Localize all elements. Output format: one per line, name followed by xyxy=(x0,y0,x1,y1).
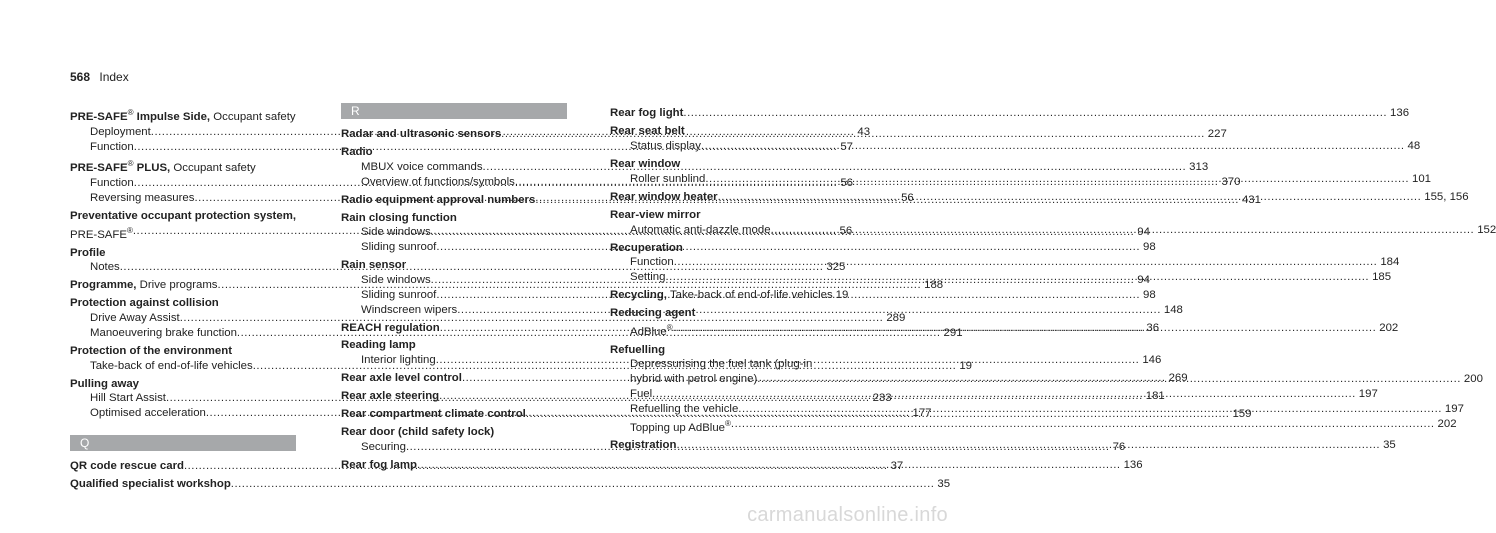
index-entry xyxy=(341,338,567,353)
index-text: Reversing measures xyxy=(90,191,195,204)
index-heading: Programme, xyxy=(70,279,137,292)
index-term xyxy=(70,247,105,259)
page-ref: 56 xyxy=(901,191,914,204)
index-term xyxy=(630,223,771,238)
page-ref: 313 xyxy=(1189,160,1209,173)
index-text: Function xyxy=(90,177,134,190)
index-text: Take-back of end-of-life vehicles xyxy=(90,359,253,372)
index-text: Interior lighting xyxy=(361,354,436,367)
index-entry xyxy=(70,344,296,359)
index-term xyxy=(70,159,256,175)
index-term xyxy=(361,175,515,190)
dot-leader xyxy=(705,172,1409,187)
index-entry xyxy=(70,209,296,224)
dot-leader xyxy=(738,402,1442,417)
page-ref: 36 xyxy=(1146,321,1160,334)
index-text: Automatic anti-dazzle mode xyxy=(630,223,771,236)
index-heading-cont: PLUS, xyxy=(133,162,171,175)
index-text: Side windows xyxy=(361,273,431,286)
index-term xyxy=(610,209,701,221)
page-ref: 56 xyxy=(840,177,853,190)
page-ref: 185 xyxy=(1372,271,1392,284)
page-ref: 370 xyxy=(1221,175,1241,188)
section-letter-bar: Q xyxy=(70,435,296,451)
index-heading: Recycling, xyxy=(610,289,667,302)
index-term xyxy=(630,139,701,154)
page-ref: 291 xyxy=(943,326,963,339)
index-text: Side windows xyxy=(361,226,431,239)
page-ref: 35 xyxy=(937,478,951,491)
index-term xyxy=(610,438,676,453)
page-number: 568 xyxy=(70,70,91,84)
index-term xyxy=(610,307,695,319)
index-term xyxy=(90,391,166,406)
index-qualifier: Occupant safety xyxy=(210,110,296,123)
index-heading: QR code rescue card xyxy=(70,460,184,473)
index-entry xyxy=(610,343,836,358)
index-term xyxy=(90,311,180,326)
index-entry xyxy=(610,106,1410,121)
index-text: Securing xyxy=(361,441,406,454)
dot-leader xyxy=(718,190,1422,205)
index-term xyxy=(70,108,296,123)
index-heading: Rear axle steering xyxy=(341,390,440,403)
page-ref: 177 xyxy=(912,407,932,420)
page-ref: 325 xyxy=(826,261,846,274)
index-term xyxy=(90,260,120,275)
page-ref: 35 xyxy=(1383,439,1396,452)
registered-mark: ® xyxy=(127,159,134,169)
page-ref: 57 xyxy=(840,140,853,153)
index-term xyxy=(630,270,665,285)
page-ref: 155, 156 xyxy=(1424,190,1469,203)
index-text: Topping up AdBlue xyxy=(630,421,726,434)
index-heading: REACH regulation xyxy=(341,321,440,334)
index-heading: Rain sensor xyxy=(341,259,407,272)
page-ref: 136 xyxy=(1123,459,1143,471)
index-heading: Protection against collision xyxy=(70,297,219,310)
index-qualifier: Drive programs xyxy=(136,279,218,292)
page-ref: 188 xyxy=(924,279,944,292)
index-term xyxy=(630,387,652,402)
page-ref: 227 xyxy=(1207,128,1227,140)
index-term xyxy=(610,344,665,356)
dot-leader xyxy=(674,255,1378,270)
index-qualifier: Take-back of end-of-life vehicles xyxy=(666,289,833,302)
page-section-title: Index xyxy=(99,70,129,84)
index-term xyxy=(610,125,685,137)
page-ref: 37 xyxy=(890,460,904,473)
index-term xyxy=(341,458,417,473)
index-term xyxy=(361,160,483,175)
index-text: Function xyxy=(630,256,674,269)
page-ref: 197 xyxy=(1358,388,1378,401)
index-term xyxy=(361,288,436,303)
page-ref: 197 xyxy=(1444,402,1464,415)
index-entry xyxy=(70,106,296,125)
index-entry xyxy=(70,377,296,392)
page-ref: 43 xyxy=(857,125,871,138)
index-term xyxy=(70,477,231,492)
dot-leader xyxy=(652,387,1356,402)
index-term xyxy=(630,172,705,187)
index-text: Windscreen wipers xyxy=(361,303,458,316)
page-ref: 56 xyxy=(839,224,853,237)
index-term xyxy=(70,459,184,474)
index-term xyxy=(630,255,674,270)
index-term xyxy=(341,426,494,438)
index-entry xyxy=(70,158,296,177)
index-heading: Rear fog lamp xyxy=(341,459,417,471)
index-text: Function xyxy=(90,140,134,153)
dot-leader xyxy=(731,417,1435,436)
index-entry xyxy=(341,211,567,226)
index-text: Sliding sunroof xyxy=(361,288,437,301)
page-ref: 184 xyxy=(1380,256,1400,269)
index-term xyxy=(341,193,535,208)
index-heading-cont: Impulse Side, xyxy=(133,110,211,123)
index-text: hybrid with petrol engine) xyxy=(630,373,758,386)
dot-leader xyxy=(665,270,1369,285)
index-entry xyxy=(341,145,567,160)
index-term xyxy=(361,240,436,255)
watermark: carmanualsonline.info xyxy=(747,504,948,526)
page-ref: 94 xyxy=(1137,226,1150,239)
index-term xyxy=(361,225,431,240)
index-heading: Rear compartment climate control xyxy=(341,408,526,421)
index-text: Overview of functions/symbols xyxy=(361,175,515,188)
page-ref: 152 xyxy=(1477,223,1496,236)
dot-leader xyxy=(231,477,935,492)
index-text: Notes xyxy=(90,261,120,274)
index-heading: Rain closing function xyxy=(341,211,457,224)
dot-leader xyxy=(676,438,1380,453)
index-term xyxy=(341,389,439,404)
registered-mark: ® xyxy=(666,322,673,332)
index-heading: Reading lamp xyxy=(341,339,416,352)
dot-leader xyxy=(673,321,1377,340)
index-text: Optimised acceleration xyxy=(90,407,206,420)
index-term xyxy=(341,321,440,336)
index-term xyxy=(361,353,436,368)
page-ref: 48 xyxy=(1407,139,1421,152)
index-text: PRE-SAFE xyxy=(70,228,127,241)
index-entry xyxy=(610,306,836,321)
index-text: Sliding sunroof xyxy=(361,241,437,254)
index-heading: PRE-SAFE xyxy=(70,110,128,123)
index-term xyxy=(90,359,253,374)
index-heading: Preventative occupant protection system, xyxy=(70,209,296,222)
index-term xyxy=(610,242,683,254)
section-letter-bar: R xyxy=(341,103,567,119)
index-heading: Rear door (child safety lock) xyxy=(341,426,495,439)
index-entry xyxy=(610,208,836,223)
index-term xyxy=(341,407,526,422)
index-text: Setting xyxy=(630,271,666,284)
page-ref: 233 xyxy=(872,392,892,405)
index-term xyxy=(70,345,232,357)
index-heading: PRE-SAFE xyxy=(70,162,128,175)
index-term xyxy=(610,106,683,121)
page-ref: 136 xyxy=(1390,107,1410,120)
index-term xyxy=(610,158,680,170)
registered-mark: ® xyxy=(127,108,134,118)
index-term xyxy=(70,278,218,293)
index-entry xyxy=(610,288,849,303)
index-text: Refuelling the vehicle xyxy=(630,402,739,415)
index-entry xyxy=(610,124,836,139)
page-ref: 146 xyxy=(1142,354,1162,367)
index-term xyxy=(70,224,133,243)
page-ref: 202 xyxy=(1379,321,1399,334)
index-term xyxy=(630,372,757,387)
index-text: Status display xyxy=(630,139,701,152)
index-text: Fuel xyxy=(630,388,653,401)
index-entry xyxy=(341,258,567,273)
index-term xyxy=(630,358,812,370)
registered-mark: ® xyxy=(126,225,133,235)
index-term xyxy=(341,339,416,351)
index-entry xyxy=(341,425,567,440)
index-qualifier: Occupant safety xyxy=(170,162,256,175)
page-ref: 148 xyxy=(1163,303,1183,316)
page-ref: 181 xyxy=(1145,390,1165,403)
index-term xyxy=(341,127,501,142)
index-term xyxy=(341,146,373,158)
page-ref: 431 xyxy=(1241,193,1261,206)
index-entry xyxy=(70,246,296,261)
index-subentry xyxy=(610,357,836,372)
index-heading: Pulling away xyxy=(70,377,139,390)
page-ref: 94 xyxy=(1137,273,1150,286)
dot-leader xyxy=(757,372,1461,387)
index-term xyxy=(70,378,139,390)
page-ref: 98 xyxy=(1142,241,1156,254)
index-term xyxy=(630,321,673,340)
dot-leader xyxy=(417,458,1121,473)
index-term xyxy=(341,259,406,271)
index-term xyxy=(361,440,406,455)
index-heading: Rear-view mirror xyxy=(610,208,701,221)
page-ref: 76 xyxy=(1112,441,1126,454)
index-heading: Rear fog light xyxy=(610,107,684,120)
index-text: Deployment xyxy=(90,125,151,138)
index-term xyxy=(361,303,457,318)
page-ref: 269 xyxy=(1168,372,1188,385)
page-ref: 19 xyxy=(835,289,849,302)
index-term xyxy=(341,371,462,386)
index-text: Manoeuvering brake function xyxy=(90,326,237,339)
index-term xyxy=(70,297,219,309)
index-heading: Radar and ultrasonic sensors xyxy=(341,128,502,140)
index-term xyxy=(90,125,151,140)
index-term xyxy=(630,417,731,436)
index-term xyxy=(90,140,134,155)
index-term xyxy=(341,212,457,224)
page-ref: 101 xyxy=(1411,172,1431,185)
index-heading: Rear window xyxy=(610,157,681,170)
index-text: MBUX voice commands xyxy=(361,160,483,173)
index-entry xyxy=(70,296,296,311)
index-entry xyxy=(70,477,951,492)
index-heading: Rear seat belt xyxy=(610,125,685,138)
index-term xyxy=(361,273,431,288)
index-heading: Protection of the environment xyxy=(70,344,233,357)
page-ref: 202 xyxy=(1437,417,1457,430)
index-entry xyxy=(610,241,836,256)
dot-leader xyxy=(771,223,1475,238)
index-term xyxy=(90,191,194,206)
index-term xyxy=(610,288,833,303)
index-text: Drive Away Assist xyxy=(90,312,180,325)
index-heading: Rear window heater xyxy=(610,190,718,203)
page-ref: 159 xyxy=(1232,408,1252,421)
index-heading: Radio equipment approval numbers xyxy=(341,193,536,206)
index-term xyxy=(630,402,738,417)
index-heading: Registration xyxy=(610,439,677,452)
dot-leader xyxy=(683,106,1387,121)
index-term xyxy=(90,406,206,421)
index-text: Hill Start Assist xyxy=(90,392,166,405)
index-text: AdBlue xyxy=(630,325,667,338)
page-ref: 289 xyxy=(886,312,906,325)
index-heading: Refuelling xyxy=(610,343,666,356)
index-subentry xyxy=(610,417,1457,436)
page-ref: 19 xyxy=(959,359,973,372)
page-ref: 98 xyxy=(1142,288,1156,301)
registered-mark: ® xyxy=(725,418,731,428)
page-header xyxy=(70,70,129,84)
index-heading: Profile xyxy=(70,246,106,259)
index-heading: Rear axle level control xyxy=(341,372,462,385)
index-term xyxy=(90,176,134,191)
index-text: Depressurising the fuel tank (plug-in xyxy=(630,358,813,371)
index-heading: Radio xyxy=(341,145,373,158)
index-heading: Recuperation xyxy=(610,241,683,254)
index-term xyxy=(70,210,296,222)
index-term xyxy=(610,190,718,205)
page-ref: 200 xyxy=(1463,373,1483,386)
index-text: Roller sunblind xyxy=(630,172,706,185)
index-heading: Reducing agent xyxy=(610,307,696,320)
index-entry xyxy=(610,157,836,172)
dot-leader xyxy=(701,139,1405,154)
index-heading: Qualified specialist workshop xyxy=(70,478,231,491)
index-term xyxy=(90,326,237,341)
